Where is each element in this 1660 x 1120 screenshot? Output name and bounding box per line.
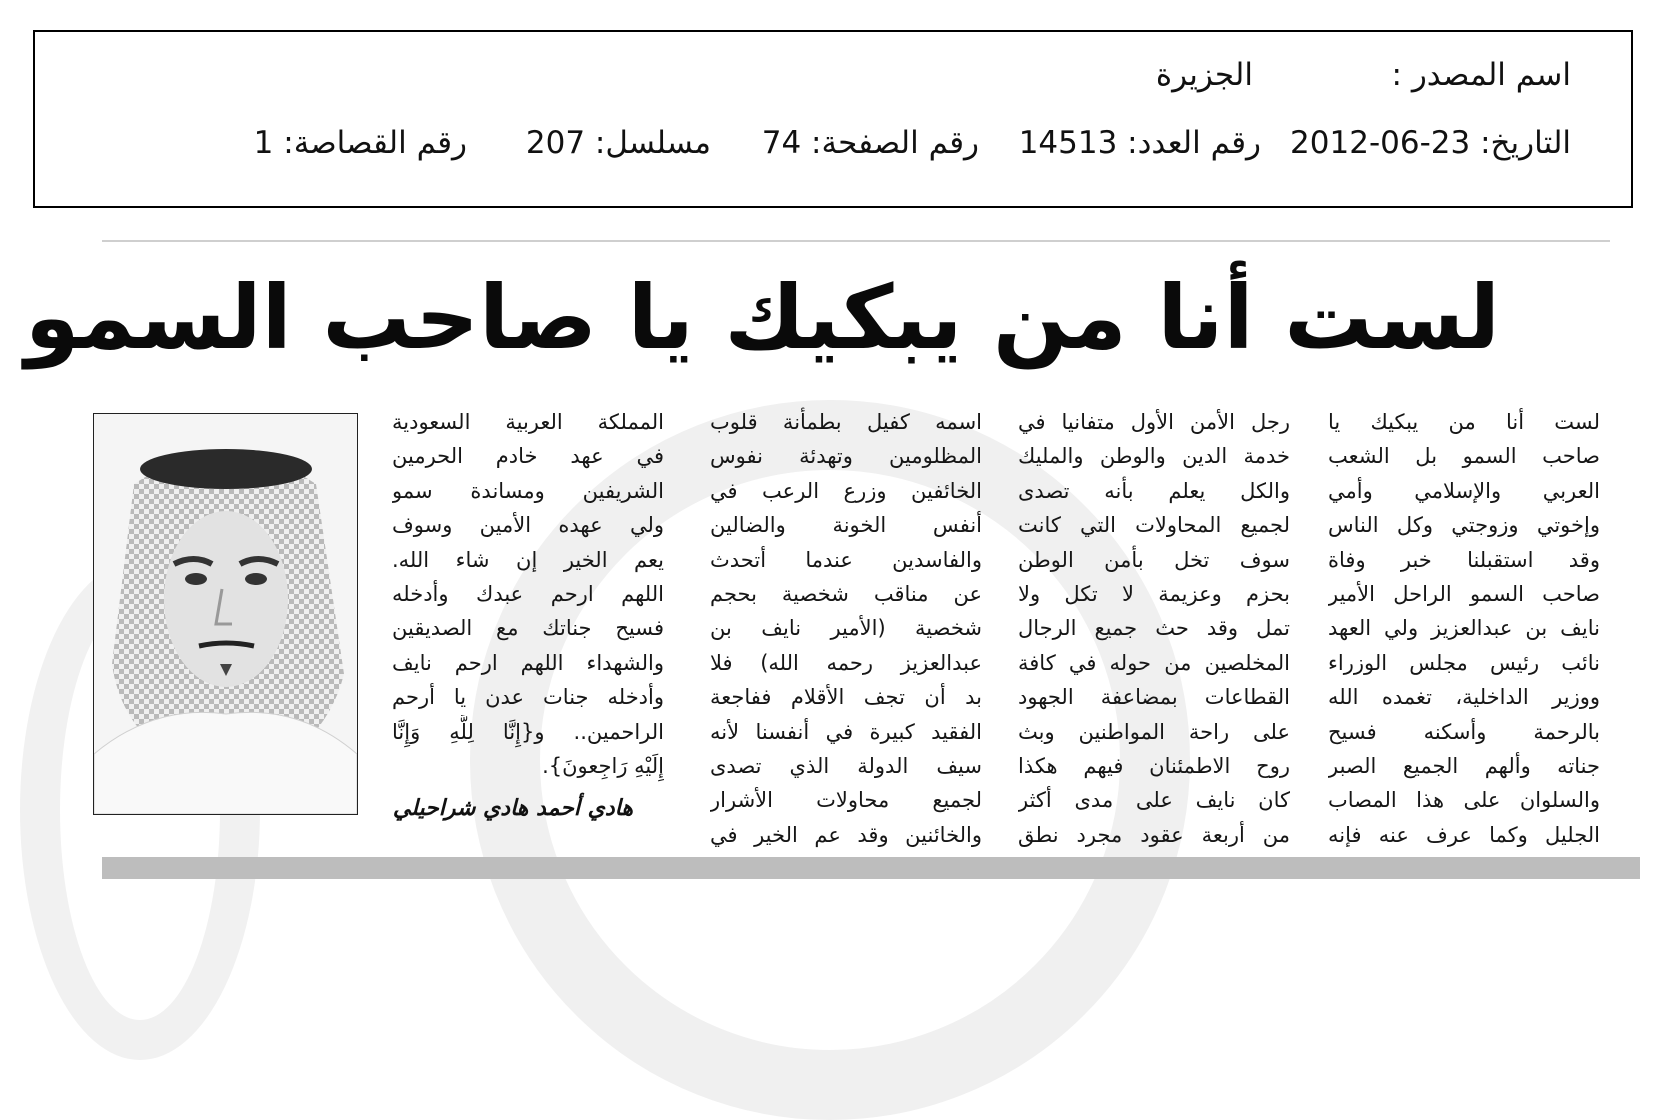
article-line: اسمه كفيل بطمأنة قلوب <box>710 410 982 434</box>
article-line: سيف الدولة الذي تصدى <box>710 754 982 779</box>
article-column-2 <box>1018 405 1290 852</box>
article-line: المظلومين وتهدئة نفوس <box>710 444 982 469</box>
article-line: لجميع محاولات الأشرار <box>710 788 982 813</box>
article-line: نائب رئيس مجلس الوزراء <box>1328 650 1600 675</box>
article-line: ووزير الداخلية، تغمده الله <box>1328 685 1600 710</box>
article-line: الجليل وكما عرف عنه فإنه <box>1328 822 1600 847</box>
article-line: والسلوان على هذا المصاب <box>1328 788 1600 813</box>
article-line: نايف بن عبدالعزيز ولي العهد <box>1328 616 1600 641</box>
article-line: في عهد خادم الحرمين <box>392 444 664 469</box>
article-line: شخصية (الأمير نايف بن <box>710 616 982 641</box>
date-field: التاريخ: 23-06-2012 <box>1290 125 1571 161</box>
article-line: لجميع المحاولات التي كانت <box>1018 513 1290 538</box>
article-line: من أربعة عقود مجرد نطق <box>1018 822 1290 847</box>
article-line: جناته وألهم الجميع الصبر <box>1328 754 1600 779</box>
article-line: يعم الخير إن شاء الله. <box>392 547 664 572</box>
article-line: الراحمين.. و{إِنَّا لِلَّهِ وَإِنَّا <box>392 719 664 744</box>
article-line: وإخوتي وزوجتي وكل الناس <box>1328 513 1600 538</box>
page-number: رقم الصفحة: 74 <box>761 125 979 161</box>
serial-number: مسلسل: 207 <box>525 125 711 161</box>
article-line: على راحة المواطنين وبث <box>1018 719 1290 744</box>
author-byline: هادي أحمد هادي شراحيلي <box>392 795 633 821</box>
article-line: عبدالعزيز رحمه الله) فلا <box>710 650 982 675</box>
article-column-4 <box>392 405 664 783</box>
clipping-info-box <box>33 30 1633 208</box>
article-line: روح الاطمئنان فيهم هكذا <box>1018 754 1290 779</box>
article-line: تمل وقد حث جميع الرجال <box>1018 616 1290 641</box>
author-portrait-icon <box>94 414 357 814</box>
bottom-bar <box>102 857 1640 879</box>
clip-number: رقم القصاصة: 1 <box>253 125 467 161</box>
article-line: أنفس الخونة والضالين <box>710 513 982 538</box>
divider-rule <box>102 240 1610 242</box>
article-line: بالرحمة وأسكنه فسيح <box>1328 719 1600 744</box>
article-column-1 <box>1328 405 1600 852</box>
article-line: القطاعات بمضاعفة الجهود <box>1018 685 1290 710</box>
article-line: عن مناقب شخصية بحجم <box>710 582 982 607</box>
article-line: كان نايف على مدى أكثر <box>1018 788 1290 813</box>
author-photo <box>93 413 358 815</box>
article-line: بد أن تجف الأقلام ففاجعة <box>710 685 982 710</box>
article-line: والفاسدين عندما أتحدث <box>710 547 982 572</box>
article-line: سوف تخل بأمن الوطن <box>1018 547 1290 572</box>
source-value: الجزيرة <box>1155 57 1253 93</box>
article-line: وقد استقبلنا خبر وفاة <box>1328 547 1600 572</box>
article-line: ولي عهده الأمين وسوف <box>392 513 664 538</box>
article-line: الشريفين ومساندة سمو <box>392 478 664 503</box>
article-headline: لست أنا من يبكيك يا صاحب السمو <box>24 266 1500 369</box>
article-line: الخائفين وزرع الرعب في <box>710 478 982 503</box>
article-line: والشهداء اللهم ارحم نايف <box>392 650 664 675</box>
article-line: العربي والإسلامي وأمي <box>1328 478 1600 503</box>
article-line: والخائنين وقد عم الخير في <box>710 822 982 847</box>
article-line: خدمة الدين والوطن والمليك <box>1018 444 1290 469</box>
article-line: لست أنا من يبكيك يا <box>1328 410 1600 434</box>
article-line: إِلَيْهِ رَاجِعونَ}. <box>542 754 664 779</box>
article-line: المخلصين من حوله في كافة <box>1018 650 1290 675</box>
issue-number: رقم العدد: 14513 <box>1018 125 1261 161</box>
article-line: المملكة العربية السعودية <box>392 410 664 434</box>
article-line: صاحب السمو الراحل الأمير <box>1328 582 1600 607</box>
article-line: بحزم وعزيمة لا تكل ولا <box>1018 582 1290 607</box>
article-line: فسيح جناتك مع الصديقين <box>392 616 664 641</box>
article-column-3 <box>710 405 982 852</box>
article-line: اللهم ارحم عبدك وأدخله <box>392 582 664 607</box>
article-line: الفقيد كبيرة في أنفسنا لأنه <box>710 719 982 744</box>
source-label: اسم المصدر : <box>1391 57 1571 93</box>
article-line: صاحب السمو بل الشعب <box>1328 444 1600 469</box>
article-line: والكل يعلم بأنه تصدى <box>1018 478 1290 503</box>
article-line: وأدخله جنات عدن يا أرحم <box>392 685 664 710</box>
article-line: رجل الأمن الأول متفانيا في <box>1018 410 1290 434</box>
